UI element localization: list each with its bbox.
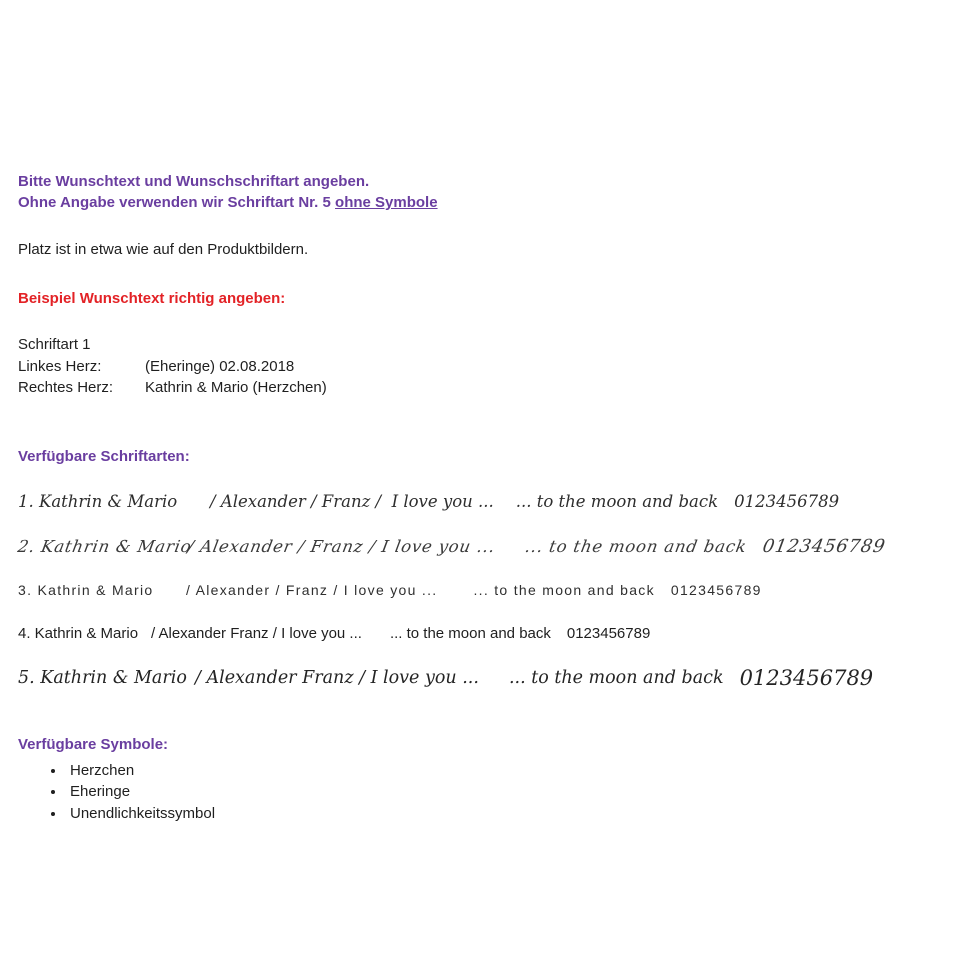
example-value: (Eheringe) 02.08.2018 (145, 357, 295, 375)
example-block (18, 334, 952, 399)
sample-moon: ... to the moon and back (508, 667, 724, 688)
font-sample-5 (18, 656, 952, 700)
font-sample-2 (14, 524, 956, 568)
sample-middle: / Alexander / Franz / I love you ... (210, 492, 494, 511)
example-label: Linkes Herz: (18, 357, 102, 375)
sample-name: 2. Kathrin & Mario (16, 536, 194, 555)
symbols-list (18, 760, 952, 825)
example-heading: Beispiel Wunschtext richtig angeben: (18, 290, 286, 307)
example-row-rechtes-herz (18, 377, 952, 399)
sample-digits: 0123456789 (670, 581, 762, 598)
sample-name: 3. Kathrin & Mario (18, 581, 154, 598)
sample-digits: 0123456789 (734, 492, 840, 511)
intro-heading-line2 (18, 192, 952, 213)
example-value: Kathrin & Mario (Herzchen) (145, 379, 327, 396)
placement-note: Platz ist in etwa wie auf den Produktbildern. (18, 241, 309, 258)
intro-line2-underlined-text: ohne Symbole (335, 194, 438, 211)
font-samples-list (18, 480, 952, 700)
sample-moon: ... to the moon and back (473, 581, 655, 598)
sample-name: 4. Kathrin & Mario (18, 625, 139, 642)
sample-digits: 0123456789 (761, 535, 888, 556)
symbol-item-eheringe: • Eheringe (66, 781, 952, 803)
sample-digits: 0123456789 (739, 665, 874, 690)
fonts-heading: Verfügbare Schriftarten: (18, 447, 190, 465)
sample-middle: / Alexander Franz / I love you ... (151, 625, 362, 642)
symbol-item-herzchen: • Herzchen (66, 760, 952, 782)
example-row-schriftart (18, 334, 952, 356)
sample-middle: / Alexander / Franz / I love you ... (186, 536, 497, 555)
symbol-item-unendlichkeitssymbol: • Unendlichkeitssymbol (66, 803, 952, 825)
example-label: Rechtes Herz: (18, 379, 114, 396)
font-sample-3 (18, 568, 952, 612)
sample-middle: / Alexander Franz / I love you ... (195, 667, 479, 688)
intro-heading (18, 171, 952, 213)
example-row-linkes-herz (18, 356, 952, 378)
font-sample-1 (18, 480, 952, 524)
intro-heading-line1: Bitte Wunschtext und Wunschschriftart angeben. (18, 173, 370, 190)
intro-line2-prefix: Ohne Angabe verwenden wir Schriftart Nr. 5 (18, 194, 336, 211)
sample-moon: ... to the moon and back (523, 536, 749, 555)
font-sample-4 (18, 612, 952, 656)
sample-digits: 0123456789 (566, 625, 651, 642)
sample-name: 5. Kathrin & Mario (18, 667, 187, 688)
sample-middle: / Alexander / Franz / I love you ... (186, 581, 438, 598)
sample-name: 1. Kathrin & Mario (18, 492, 178, 511)
sample-moon: ... to the moon and back (389, 625, 551, 642)
sample-moon: ... to the moon and back (515, 492, 719, 511)
symbols-heading: Verfügbare Symbole: (18, 735, 169, 753)
example-label: Schriftart 1 (18, 336, 91, 353)
